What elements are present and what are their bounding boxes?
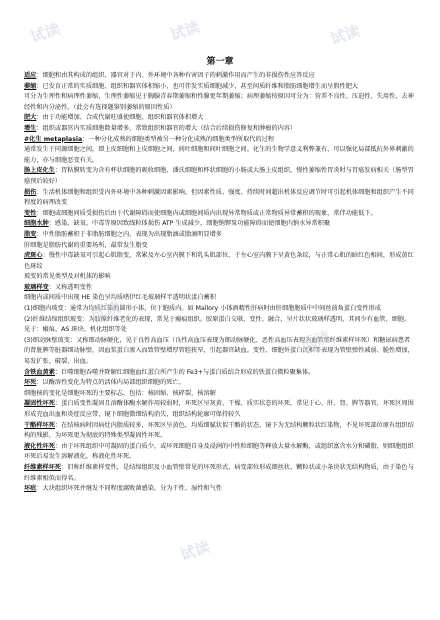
watermark: 试读 [298,327,333,355]
term-heading: 玻璃样变 [24,283,49,291]
term-heading: 肥大 [24,114,37,122]
paragraph [24,368,416,379]
paragraph [24,442,416,463]
paragraph [24,421,416,442]
paragraph-text: (1)细胞内玻变：通常为均质红染的圆形小体，位于胞质内。如 Mallory 小体酒精性肝病时由肝细胞胞质中中间丝前角蛋白变性形成 [24,305,382,313]
paragraph [24,135,416,146]
paragraph-text: 细胞内或间质中出现 HE 染色呈均质嗜伊红毛玻璃样半透明状蛋白蓄积 [24,294,216,302]
paragraph-text: ：慢性中毒缺氧可引起心肌脂变，常累及左心室内膜下和乳头肌部位，于左心室内膜下呈黄色条纹，与正常心肌的暗红色相间，形成黄红色斑纹 [24,252,414,270]
paragraph-text: (3)细动脉壁玻变：又称细动脉硬化，见于良性高血压（良性高血压表现为细动脉硬化、恶性高血压表现为血管壁纤维素样坏死）和糖尿病患者的肾脏脾等脏器细动脉壁，因血浆蛋白渗入而致管壁增厚管腔狭窄，引起器官缺血。变性、细胞外蛋白沉积等表现为管壁弹性减弱、脆性增加，易发扩张、破裂、出血。 [24,336,414,366]
paragraph [24,251,416,272]
term-heading: 损伤 [24,188,37,196]
paragraph-text: ：组织或器官内实质细胞数量增多，常致组织和器官的增大（结合后续损伤修复和肿瘤的内容） [36,124,297,132]
term-heading: 肠上皮化生 [24,167,55,175]
paragraph [24,219,416,230]
paragraph-text: ：中性脂肪蓄积于非脂肪细胞之内，表现为出现脂滴或脂滴明显增多 [36,230,222,238]
term-heading: 细胞水肿 [24,220,49,228]
paragraph-text: ：由于坏死组织中可凝固的蛋白质少，或坏死细胞自身及浸润的中性粒细胞等释放大量水解酶，或组织富含水分和磷脂，则细胞组织坏死后易发生溶解液化，称液化性坏死。 [24,442,414,461]
term-heading: 脂变 [24,230,37,238]
paragraph-text: (2)纤维结缔组织玻变：为胶原纤维老化的表现，常见于瘢痕组织。胶原蛋白交联、变性、融合，呈片状状玻璃样透明，其间少有血管、细胞。见于：瘢痕、AS 斑块、机化组织等处 [24,315,411,334]
term-heading: 虎斑心 [24,252,43,260]
watermark: 试读 [28,19,63,47]
term-heading: 干酪样坏死 [24,421,55,429]
paragraph-text: ：大块组织坏死并继发不同程度腐败菌感染，分为干性、湿性和气性 [36,485,222,493]
paragraph-text: ：旧称纤维素样变性，是结缔组织及小血管壁常见的坏死形式，病变部位形成细丝状、颗粒状或小条块状无结构物质，由于染色与纤维素相似而得名。 [24,463,414,482]
term-heading: 适应 [24,72,37,79]
paragraph [24,241,416,252]
paragraph [24,124,416,135]
watermark: 试读 [168,17,203,45]
paragraph [24,272,416,283]
paragraph-text: 细胞核的变化是细胞坏死的主要标志，包括：核固缩、核碎裂、核溶解 [24,389,216,397]
term-heading: 萎缩 [24,82,37,90]
paragraph-text: 玻变的常见类型及对机体的影响 [24,273,111,281]
paragraph [24,484,416,495]
paragraph [24,92,416,113]
term-heading: 凝固性坏死 [24,400,55,408]
paragraph [24,336,416,368]
term-heading: #化生 metaplasia [24,135,83,143]
paragraph [24,399,416,420]
paragraph-text: ：由于功能增加、合成代谢旺盛使细胞、组织和器官体积增大 [36,114,204,122]
paragraph-text: 肝细胞是脂肪代谢的重要场所，最常发生脂变 [24,241,148,249]
document-body [24,71,416,495]
paragraph [24,113,416,124]
paragraph-text: ：感染、缺氧、中毒等原因致线粒体损伤 ATP 生成减少，细胞钠钾泵功能障碍而使细胞内钠水异常积聚 [48,220,331,228]
paragraph-text: ：又称透明变性 [48,283,93,291]
paragraph [24,166,416,187]
term-heading: 纤维素样坏死 [24,463,62,471]
paragraph [24,463,416,484]
paragraph [24,230,416,241]
watermark: 试读 [88,297,123,325]
paragraph [24,304,416,315]
paragraph-text: ：生活机体细胞和组织受内外环境中各种刺激因素影响，但因素性质、强度、持续时间超出机体反应调节时可引起机体细胞和组织产生不同程度的病理改变 [24,188,414,207]
chapter-title: 第一章 [206,57,234,67]
paragraph-text: ：胃粘膜转变为含有杯状细胞的吸收细胞、潘氏细胞和杯状细胞的小肠或大肠上皮组织，慢性萎缩性胃炎时与胃癌发病相关（肠型胃癌预后较好） [24,167,414,185]
watermark: 试读 [328,21,363,49]
watermark: 试读 [178,537,213,565]
paragraph-text: ：在结核病时因病灶内脂质较多，坏死区呈黄色，均质细腻状似干酪的状态，镜下为无结构颗粒状红染物，不见坏死部位原有组织结构的残影，为坏死更为彻底的特殊类型凝固性坏死。 [24,421,414,440]
paragraph-text: ：蛋白质变性凝固且溶酶体酶水解作用较弱时，坏死区呈灰黄、干燥、质实状态的坏死，常见于心、肝、肾、脾等器官，坏死区周围形成充血出血和炎症反应带，镜下细胞微细结构消失，组织结构轮廓可保持较久 [24,400,414,418]
paragraph-text: ：以酶溶性变化为特点的活体内局部组织细胞的死亡。 [36,379,185,387]
term-heading: 坏疽 [24,485,37,493]
paragraph [24,145,416,166]
paragraph-text: ：巨噬细胞吞噬并降解红细胞血红蛋白所产生的 Fe3+与蛋白质结合形成的铁蛋白微粒聚集体。 [54,368,315,376]
term-heading: 坏死 [24,379,37,387]
paragraph-text: ：已发育正常的实质细胞、组织和器官体积缩小，也可伴发实质细胞减少，甚至间质纤维和脂肪细胞增生而呈假性肥大 [36,82,359,90]
paragraph [24,209,416,220]
paragraph-text: ：一种分化成熟的细胞类型被另一种分化成熟的细胞类型所取代的过程 [82,135,275,143]
paragraph-text: 可分为生理性和病理性萎缩，生理性萎缩见于胸腺青春期萎缩和性腺更年期萎缩；病理萎缩按原因可分为：营养不良性、压迫性、失用性、去神经性和内分泌性。（此会有选择题鉴别萎缩的原因性质） [24,93,414,111]
paragraph [24,71,416,82]
paragraph [24,378,416,389]
paragraph [24,293,416,304]
paragraph [24,389,416,400]
term-heading: 变性 [24,209,37,217]
term-heading: 液化性坏死 [24,442,55,450]
term-heading: 增生 [24,124,37,132]
paragraph [24,188,416,209]
paragraph-text: ：细胞和由其构成的组织、器官对于内、外环境中各种有害因子的刺激作用而产生的非损伤性应答反应 [36,72,315,79]
paragraph-text: 通常发生于同源细胞之间，即上皮细胞和上皮细胞之间，间叶细胞和间叶细胞之间。化生的生物学意义利弊兼有，可以强化局部抵抗外界刺激的能力，亦与细胞恶变有关。 [24,146,414,164]
paragraph [24,315,416,336]
term-heading: 含铁血黄素 [24,368,55,376]
paragraph [24,82,416,93]
paragraph-text: ：细胞或细胞间质受损伤后由于代谢障碍而使细胞内或细胞间质内出现异常物质或正常物质异常蓄积的现象，常伴功能低下。 [36,209,377,217]
paragraph [24,283,416,294]
